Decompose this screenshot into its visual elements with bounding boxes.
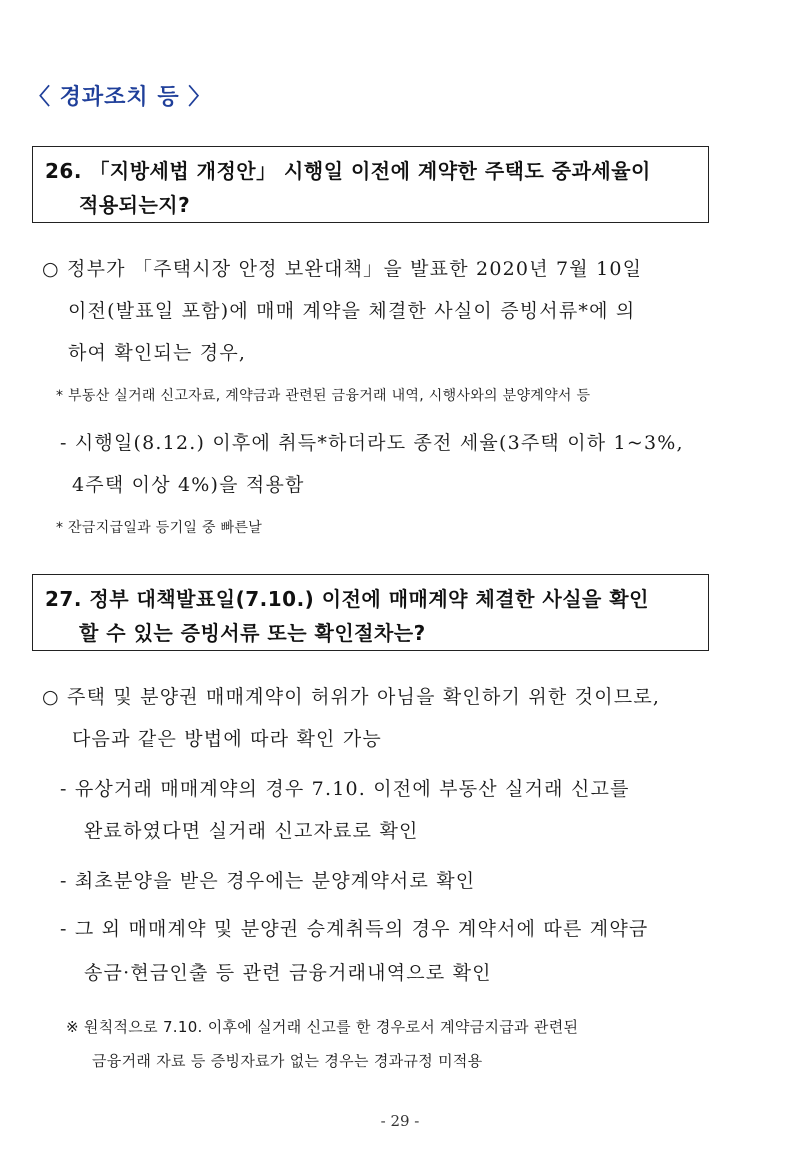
- page-number: - 29 -: [380, 1112, 420, 1130]
- footnote-26-1: * 부동산 실거래 신고자료, 계약금과 관련된 금융거래 내역, 시행사와의 분양계약서 등: [56, 388, 591, 404]
- answer-27-line2: 다음과 같은 방법에 따라 확인 가능: [72, 728, 382, 750]
- question-27-line1: 27. 정부 대책발표일(7.10.) 이전에 매매계약 체결한 사실을 확인: [45, 587, 649, 611]
- footnote-27-line1: ※ 원칙적으로 7.10. 이후에 실거래 신고를 한 경우로서 계약금지급과 관련된: [66, 1018, 579, 1036]
- question-27-line2: 할 수 있는 증빙서류 또는 확인절차는?: [79, 621, 426, 645]
- question-box-26: [32, 146, 709, 223]
- answer-26-line2: 이전(발표일 포함)에 매매 계약을 체결한 사실이 증빙서류*에 의: [68, 300, 636, 322]
- answer-26-dash1-line2: 4주택 이상 4%)을 적용함: [72, 474, 305, 496]
- section-title: 〈 경과조치 등 〉: [28, 85, 212, 110]
- answer-26-line3: 하여 확인되는 경우,: [68, 342, 247, 364]
- footnote-27-line2: 금융거래 자료 등 증빙자료가 없는 경우는 경과규정 미적용: [92, 1052, 483, 1070]
- question-26-line1: 26. 「지방세법 개정안」 시행일 이전에 계약한 주택도 중과세율이: [45, 159, 651, 183]
- answer-27-dash3-line1: - 그 외 매매계약 및 분양권 승계취득의 경우 계약서에 따른 계약금: [60, 918, 649, 940]
- answer-27-dash3-line2: 송금·현금인출 등 관련 금융거래내역으로 확인: [84, 962, 492, 984]
- answer-27-line1: ○ 주택 및 분양권 매매계약이 허위가 아님을 확인하기 위한 것이므로,: [42, 686, 661, 708]
- answer-26-dash1-line1: - 시행일(8.12.) 이후에 취득*하더라도 종전 세율(3주택 이하 1~3%,: [60, 432, 684, 454]
- question-26-line2: 적용되는지?: [79, 193, 191, 217]
- answer-27-dash1-line2: 완료하였다면 실거래 신고자료로 확인: [84, 820, 419, 842]
- footnote-26-2: * 잔금지급일과 등기일 중 빠른날: [56, 520, 263, 536]
- question-box-27: [32, 574, 709, 651]
- answer-27-dash1-line1: - 유상거래 매매계약의 경우 7.10. 이전에 부동산 실거래 신고를: [60, 778, 630, 800]
- answer-27-dash2-line1: - 최초분양을 받은 경우에는 분양계약서로 확인: [60, 870, 476, 892]
- answer-26-line1: ○ 정부가 「주택시장 안정 보완대책」을 발표한 2020년 7월 10일: [42, 258, 643, 280]
